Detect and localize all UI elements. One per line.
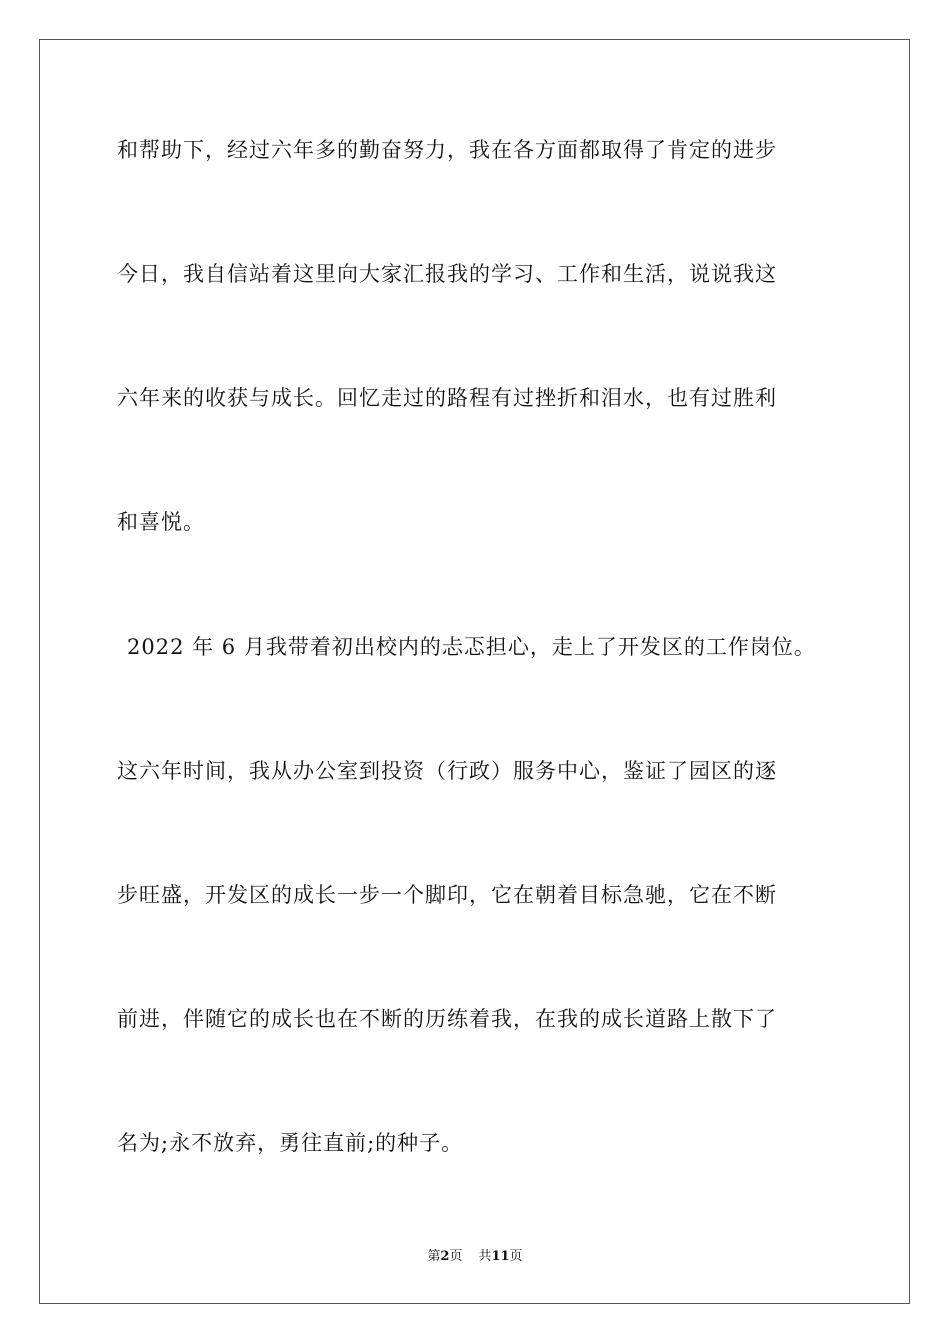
page-suffix: 页 (449, 1249, 463, 1264)
total-suffix: 页 (509, 1249, 523, 1264)
body-text-line: 2022 年 6 月我带着初出校内的忐忑担心，走上了开发区的工作岗位。 (127, 635, 816, 659)
total-prefix: 共 (478, 1249, 492, 1264)
body-text-line: 今日，我自信站着这里向大家汇报我的学习、工作和生活，说说我这 (117, 262, 777, 286)
page-footer (0, 1248, 950, 1266)
page-number: 2 (440, 1249, 450, 1264)
body-text-line: 这六年时间，我从办公室到投资（行政）服务中心，鉴证了园区的逐 (117, 759, 777, 783)
body-text-line: 步旺盛，开发区的成长一步一个脚印，它在朝着目标急驰，它在不断 (117, 883, 777, 907)
total-pages: 11 (491, 1249, 510, 1264)
body-text-line: 名为;永不放弃，勇往直前;的种子。 (117, 1131, 464, 1155)
body-text-line: 和喜悦。 (117, 510, 205, 534)
page-prefix: 第 (427, 1249, 441, 1264)
body-text-line: 和帮助下，经过六年多的勤奋努力，我在各方面都取得了肯定的进步 (117, 138, 777, 162)
body-text-line: 六年来的收获与成长。回忆走过的路程有过挫折和泪水，也有过胜利 (117, 386, 777, 410)
page-border (39, 39, 910, 1304)
body-text-line: 前进，伴随它的成长也在不断的历练着我，在我的成长道路上散下了 (117, 1007, 777, 1031)
